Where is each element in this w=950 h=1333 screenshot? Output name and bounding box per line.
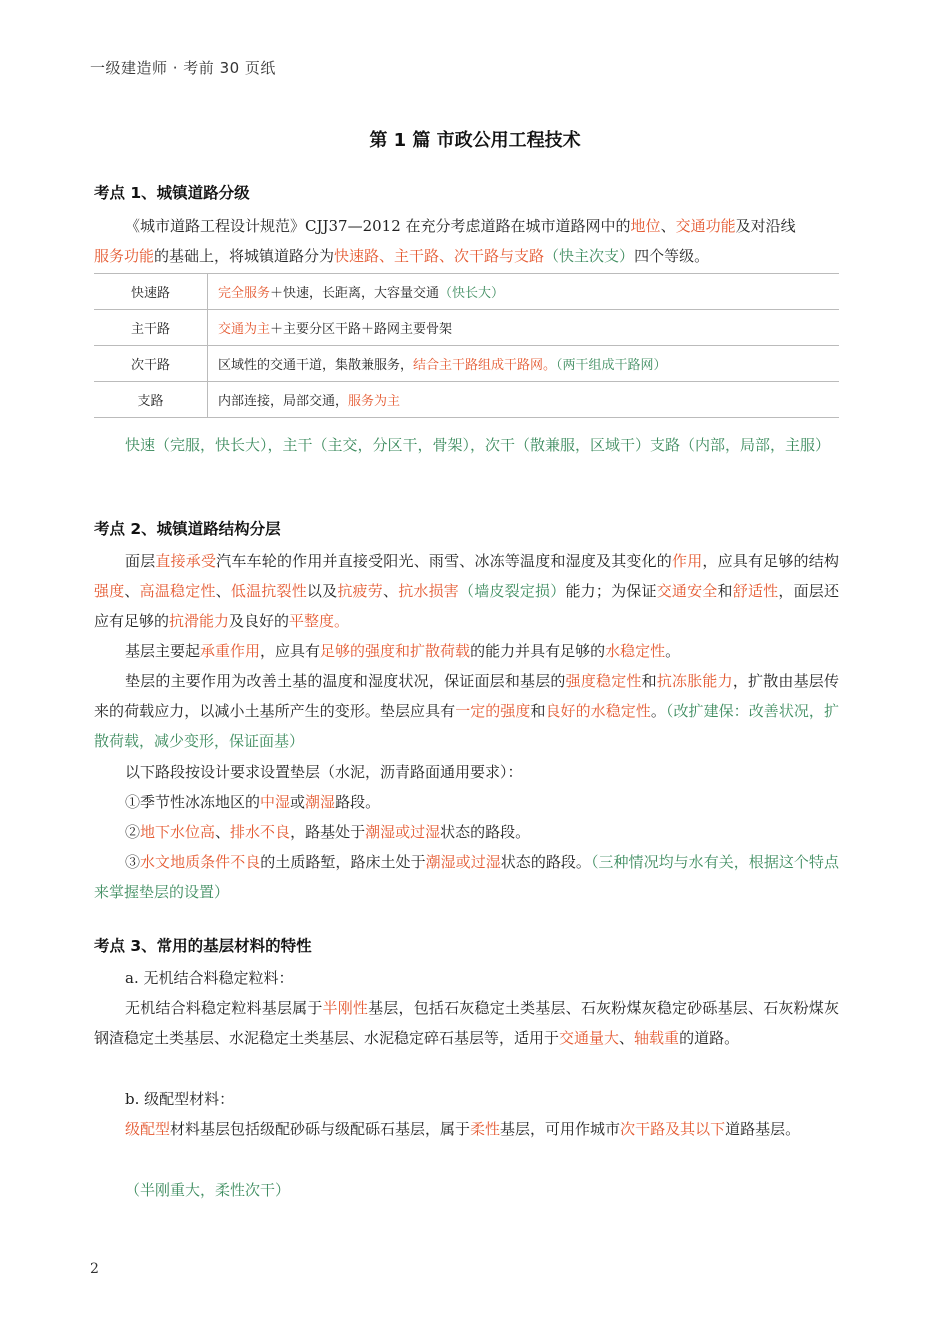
text-run: 的基础上，将城镇道路分为 [154, 247, 335, 265]
road-class-table [94, 273, 839, 418]
text-run: 、 [215, 582, 231, 600]
table-row [94, 382, 839, 418]
highlight-text: 平整度。 [289, 612, 350, 630]
highlight-text: 水稳定性 [605, 642, 666, 660]
highlight-text: 潮湿 [305, 793, 336, 811]
highlight-text: 直接承受 [155, 552, 217, 570]
text-run: 及对沿线 [735, 217, 796, 235]
list-item [94, 787, 839, 817]
paragraph-surface-layer [94, 546, 839, 636]
text-run: 内部连接，局部交通， [218, 394, 349, 409]
text-run: 及良好的 [229, 612, 290, 630]
highlight-text: 抗滑能力 [169, 612, 230, 630]
text-run: 道路基层。 [725, 1120, 801, 1138]
text-run: 和 [530, 702, 546, 720]
text-run: 基层主要起 [125, 642, 201, 660]
highlight-text: 一定的强度 [455, 702, 531, 720]
highlight-text: 服务为主 [348, 394, 401, 409]
text-run: 路段。 [335, 793, 381, 811]
paragraph-cushion-layer [94, 666, 839, 756]
paragraph-inorganic-base [94, 993, 839, 1053]
text-run: 四个等级。 [634, 247, 710, 265]
intro-line-2 [94, 241, 839, 271]
text-run: 或 [290, 793, 306, 811]
subheading-a: a. 无机结合料稳定粒料： [125, 969, 294, 987]
paragraph-base-layer [94, 636, 839, 666]
text-run: 以下路段按设计要求设置垫层（水泥，沥青路面通用要求）： [125, 763, 523, 781]
text-run: 的道路。 [679, 1029, 740, 1047]
road-class-name: 支路 [94, 382, 208, 418]
road-class-desc [208, 382, 840, 418]
highlight-text: 潮湿或过湿 [425, 853, 501, 871]
text-run: ，应具有足够的结构 [702, 552, 839, 570]
highlight-text: 交通功能 [675, 217, 736, 235]
highlight-text: 排水不良 [230, 823, 291, 841]
highlight-text: 高温稳定性 [139, 582, 216, 600]
text-run: 面层 [125, 552, 156, 570]
table-row [94, 310, 839, 346]
text-run: ② [125, 823, 141, 841]
text-run: 的能力并具有足够的 [470, 642, 606, 660]
text-run: 无机结合料稳定粒料基层属于 [125, 999, 323, 1017]
text-run: 、 [619, 1029, 635, 1047]
highlight-text: 交通量大 [559, 1029, 620, 1047]
highlight-text: 交通为主 [218, 322, 271, 337]
text-run: 《城市道路工程设计规范》CJJ37—2012 在充分考虑道路在城市道路网中的 [125, 217, 631, 235]
intro-line-1 [94, 211, 839, 241]
text-run: 基层，可用作城市 [500, 1120, 621, 1138]
highlight-text: 交通安全 [656, 582, 718, 600]
text-run: 的土质路堑，路床土处于 [260, 853, 426, 871]
text-run: 能力；为保证 [565, 582, 657, 600]
mnemonic-text: （三种情况均与水有关，根据这个特点来掌握垫层的设置） [94, 853, 839, 901]
highlight-text: 抗冻胀能力 [656, 672, 733, 690]
highlight-text: 结合主干路组成干路网。 [413, 358, 557, 373]
text-run: 和 [641, 672, 657, 690]
highlight-text: 足够的强度和扩散荷载 [320, 642, 471, 660]
text-run: 状态的路段。 [440, 823, 531, 841]
road-class-name: 次干路 [94, 346, 208, 382]
mnemonic-text: （墙皮裂定损） [459, 582, 566, 600]
running-header: 一级建造师 · 考前 30 页纸 [90, 59, 276, 77]
text-run: 。 [650, 702, 666, 720]
highlight-text: 潮湿或过湿 [365, 823, 441, 841]
highlight-text: 良好的水稳定性 [545, 702, 651, 720]
text-run: ，应具有 [260, 642, 321, 660]
text-run: 和 [717, 582, 733, 600]
part-title: 第 1 篇 市政公用工程技术 [369, 130, 581, 151]
subheading-b: b. 级配型材料： [125, 1090, 235, 1108]
highlight-text: 水文地质条件不良 [140, 853, 261, 871]
road-class-name: 快速路 [94, 274, 208, 310]
text-run: 、 [215, 823, 231, 841]
section-heading-3: 考点 3、常用的基层材料的特性 [94, 937, 312, 955]
section-heading-2: 考点 2、城镇道路结构分层 [94, 520, 281, 538]
highlight-text: 完全服务 [218, 286, 271, 301]
highlight-text: 强度稳定性 [565, 672, 642, 690]
highlight-text: 抗疲劳 [337, 582, 383, 600]
text-run: ＋主要分区干路＋路网主要骨架 [270, 322, 453, 337]
memo-road-class: 快速（完服，快长大），主干（主交，分区干，骨架），次干（散兼服，区域干）支路（内部，局部，主服） [125, 436, 831, 454]
table-row [94, 274, 839, 310]
highlight-text: 地位 [630, 217, 661, 235]
highlight-text: 低温抗裂性 [230, 582, 307, 600]
highlight-text: 强度 [94, 582, 125, 600]
text-run: ，面层还应有足够的 [94, 582, 839, 630]
mnemonic-text: （快主次支） [544, 247, 635, 265]
text-run: 材料基层包括级配砂砾与级配砾石基层，属于 [170, 1120, 471, 1138]
highlight-text: 半刚性 [322, 999, 369, 1017]
mnemonic-text: （改扩建保：改善状况，扩散荷载，减少变形，保证面基） [94, 702, 839, 750]
highlight-text: 地下水位高 [140, 823, 216, 841]
text-run: 汽车车轮的作用并直接受阳光、雨雪、冰冻等温度和湿度及其变化的 [216, 552, 672, 570]
text-run: 区域性的交通干道，集散兼服务， [218, 358, 414, 373]
highlight-text: 承重作用 [200, 642, 261, 660]
road-class-name: 主干路 [94, 310, 208, 346]
memo-base-material: （半刚重大，柔性次干） [125, 1181, 291, 1199]
text-run: 以及 [306, 582, 338, 600]
highlight-text: 轴载重 [634, 1029, 680, 1047]
mnemonic-text: （两干组成干路网） [556, 358, 667, 373]
highlight-text: 服务功能 [94, 247, 155, 265]
mnemonic-text: （快长大） [439, 286, 505, 301]
road-class-desc [208, 346, 840, 382]
text-run: ，扩散由基层传来的荷载应力，以减小土基所产生的变形。垫层应具有 [94, 672, 839, 720]
paragraph-cushion-conditions [94, 757, 839, 787]
text-run: 、 [660, 217, 676, 235]
road-class-desc [208, 310, 840, 346]
road-class-desc [208, 274, 840, 310]
highlight-text: 快速路、主干路、次干路与支路 [334, 247, 545, 265]
text-run: ③ [125, 853, 141, 871]
text-run: 垫层的主要作用为改善土基的温度和湿度状况，保证面层和基层的 [125, 672, 566, 690]
page-number: 2 [90, 1261, 99, 1277]
highlight-text: 级配型 [125, 1120, 171, 1138]
text-run: ，路基处于 [290, 823, 366, 841]
table-row [94, 346, 839, 382]
highlight-text: 抗水损害 [398, 582, 460, 600]
highlight-text: 柔性 [470, 1120, 501, 1138]
highlight-text: 作用 [672, 552, 703, 570]
list-item [94, 847, 839, 907]
text-run: ①季节性冰冻地区的 [125, 793, 261, 811]
text-run: 、 [382, 582, 399, 600]
list-item [94, 817, 839, 847]
text-run: 基层，包括石灰稳定土类基层、石灰粉煤灰稳定砂砾基层、石灰粉煤灰钢渣稳定土类基层、水泥稳定土类基层、水泥稳定碎石基层等，适用于 [94, 999, 839, 1047]
highlight-text: 中湿 [260, 793, 291, 811]
text-run: 。 [665, 642, 681, 660]
highlight-text: 次干路及其以下 [620, 1120, 726, 1138]
paragraph-graded-base [94, 1114, 839, 1144]
text-run: 状态的路段。 [500, 853, 591, 871]
section-heading-1: 考点 1、城镇道路分级 [94, 184, 250, 202]
text-run: ＋快速，长距离，大容量交通 [270, 286, 440, 301]
text-run: 、 [124, 582, 140, 600]
highlight-text: 舒适性 [732, 582, 779, 600]
